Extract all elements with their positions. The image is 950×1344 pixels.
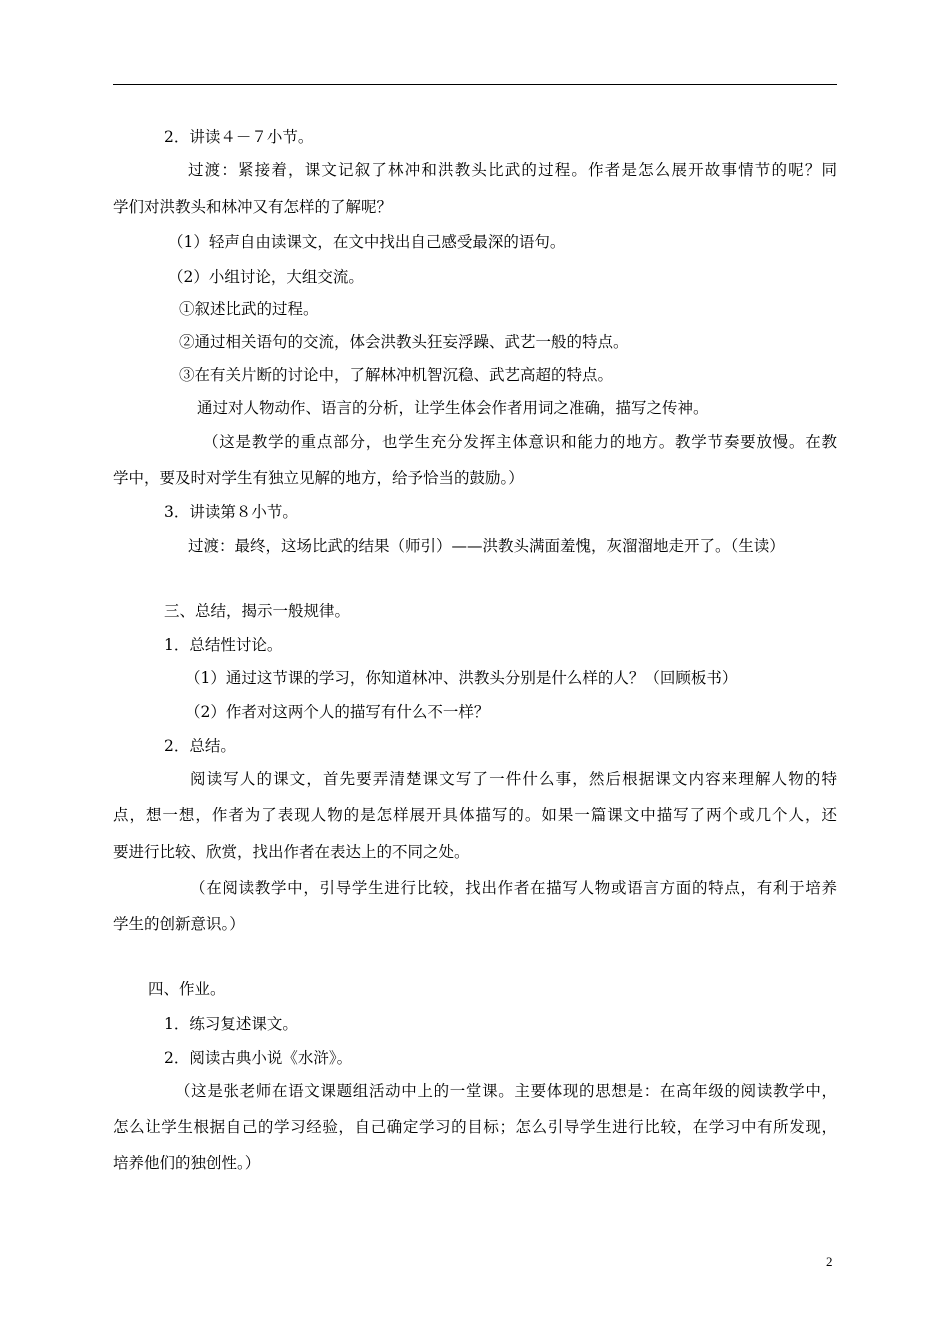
list-item: （2）小组讨论，大组交流。 — [168, 268, 364, 286]
note-line: 学中，要及时对学生有独立见解的地方，给予恰当的鼓励。） — [113, 469, 524, 487]
note-line: （这是张老师在语文课题组活动中上的一堂课。主要体现的思想是：在高年级的阅读教学中， — [175, 1082, 837, 1100]
list-item: （1）轻声自由读课文，在文中找出自己感受最深的语句。 — [168, 233, 566, 251]
note-line: 怎么让学生根据自己的学习经验，自己确定学习的目标；怎么引导学生进行比较，在学习中有所发现， — [113, 1118, 837, 1136]
header-rule — [113, 84, 837, 85]
part-4-heading: 四、作业。 — [148, 980, 226, 998]
note-line: 学生的创新意识。） — [113, 915, 245, 933]
paragraph-line: 阅读写人的课文，首先要弄清楚课文写了一件什么事，然后根据课文内容来理解人物的特 — [190, 770, 837, 788]
paragraph-line: 通过对人物动作、语言的分析，让学生体会作者用词之准确，描写之传神。 — [197, 399, 709, 417]
part-3-heading: 三、总结，揭示一般规律。 — [164, 602, 351, 620]
paragraph-line: 要进行比较、欣赏，找出作者在表达上的不同之处。 — [113, 843, 470, 861]
section-2-heading: 2．讲读４－７小节。 — [164, 128, 314, 146]
list-item: 1．练习复述课文。 — [164, 1015, 298, 1033]
paragraph-line: 过渡：最终，这场比武的结果（师引）——洪教头满面羞愧，灰溜溜地走开了。（生读） — [188, 537, 785, 555]
list-item: （2）作者对这两个人的描写有什么不一样？ — [185, 703, 490, 721]
note-line: 培养他们的独创性。） — [113, 1154, 261, 1172]
list-item: （1）通过这节课的学习，你知道林冲、洪教头分别是什么样的人？（回顾板书） — [185, 669, 738, 687]
paragraph-line: 过渡：紧接着，课文记叙了林冲和洪教头比武的过程。作者是怎么展开故事情节的呢？同 — [188, 161, 837, 179]
list-item: 2．总结。 — [164, 737, 236, 755]
section-3-heading: 3．讲读第８小节。 — [164, 503, 298, 521]
list-item: ①叙述比武的过程。 — [179, 300, 319, 318]
note-line: （在阅读教学中，引导学生进行比较，找出作者在描写人物或语言方面的特点，有利于培养 — [190, 879, 837, 897]
note-line: （这是教学的重点部分，也学生充分发挥主体意识和能力的地方。教学节奏要放慢。在教 — [203, 433, 837, 451]
list-item: 1．总结性讨论。 — [164, 636, 283, 654]
paragraph-line: 学们对洪教头和林冲又有怎样的了解呢？ — [113, 198, 393, 216]
page-number: 2 — [826, 1254, 833, 1269]
paragraph-line: 点，想一想，作者为了表现人物的是怎样展开具体描写的。如果一篇课文中描写了两个或几个人，还 — [113, 806, 837, 824]
list-item: ②通过相关语句的交流，体会洪教头狂妄浮躁、武艺一般的特点。 — [179, 333, 629, 351]
list-item: ③在有关片断的讨论中，了解林冲机智沉稳、武艺高超的特点。 — [179, 366, 614, 384]
list-item: 2．阅读古典小说《水浒》。 — [164, 1049, 353, 1067]
